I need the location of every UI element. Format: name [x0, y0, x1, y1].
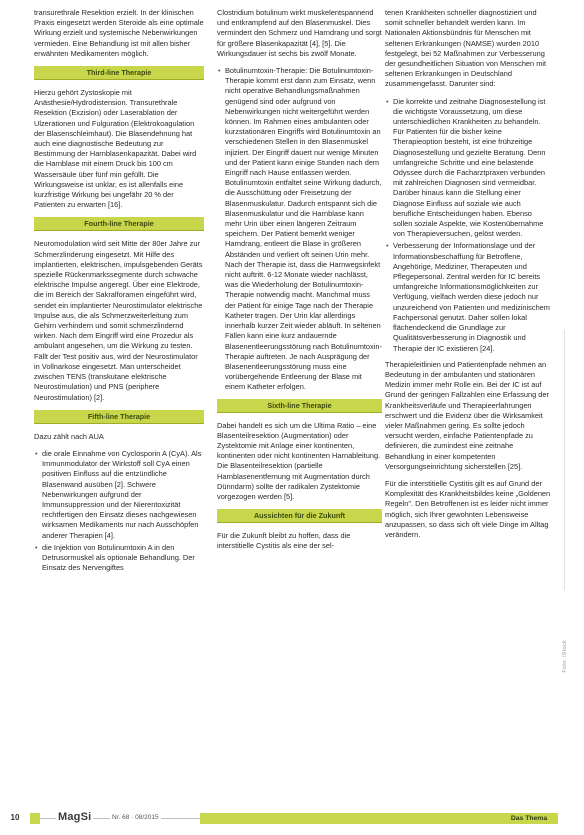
paragraph: Dabei handelt es sich um die Ultima Ratio – eine Blasenteilresektion (Augmentation) oder Zystektomie mit Anlage einer kontinenten, kontinenten oder nicht kontinenten Harnableitung. Die Blasenteilresektion (partielle Harnblasenentfernung mit Augmentation durch Dünndarm) sollte der radikalen Zystektomie vorgezogen werden [5].: [217, 420, 381, 501]
paragraph: Für die Zukunft bleibt zu hoffen, dass die interstitielle Cystitis als eine der sel-: [217, 531, 351, 551]
paragraph: tenen Krankheiten schneller diagnostiziert und somit schneller behandelt werden kann. Im Nationalen Aktionsbündnis für Menschen mit seltenen Erkrankungen (NAMSE) wurden 2010 festgelegt, bei 52 Maßnahmen zur Verbesserung der gesundheitlichen Situation von Menschen mit seltenen Erkrankungen in Deutschland zusammengefasst. Darunter sind:: [385, 8, 547, 89]
page-footer: [0, 812, 584, 826]
section-tag: Das Thema: [500, 813, 558, 824]
list-item: • Die korrekte und zeitnahe Diagnosestellung ist die wichtigste Voraussetzung, um diese unterschiedlichen Krankheiten zu behandeln. Für Patienten für die bisher keine Therapieoption besteht, ist eine frühzeitige Diagnosestellung und gezielte Beratung. Denn umfangreiche Schritte und eine belastende Odyssee durch die Facharztpraxen verbunden mit zahlreichen Diagnosen sind vermeidbar. Darüber hinaus kann die Stellung einer Diagnose Einfluss auf soziale wie auch berufliche Entscheidungen haben. Ebenso sollen soziale Aspekte, wie Kostenübernahme von Therapieversuchen, gelöst werden.: [393, 97, 553, 240]
list-item: • die Injektion von Botulinumtoxin A in den Detrusormuskel als optionale Behandlung. Der Einsatz des Nervengiftes: [42, 543, 204, 574]
paragraph: Therapieleitlinien und Patientenpfade nehmen an Bedeutung in der ambulanten und stationären Medizin immer mehr Rolle ein. Bei der IC ist auf Grund der geringen Fallzahlen eine Erfassung der Krankheitsverläufe und Therapieerfahrungen erschwert und die Evidenz über die Wirksamkeit vieler Maßnahmen gering. Es sollte jedoch versucht werden, einfache Patientenpfade zu definieren, die zumindest eine zeitnahe Behandlung in einer kompetenten Versorgungseinrichtung sicherstellen [25].: [385, 359, 549, 471]
paragraph: Dazu zählt nach AUA: [34, 431, 104, 441]
footer-accent-bar: [30, 813, 40, 824]
bullet-list: [385, 97, 553, 354]
paragraph: Hierzu gehört Zystoskopie mit Anästhesie/Hydrodistension. Transurethrale Resektion (Exzision) oder Laserablation der Ulzerationen und Fulguration (Elektrokoagulation der Blasenschleimhaut). Die Blasendehnung hat auch eine diagnostische Bedeutung zur Bestimmung der Harnblasenkapazität. Dabei wird die Harnblase mit einem Druck bis 100 cm Wassersäule über fünf min gefüllt. Die Wirkungsweise ist unklar, es ist allenfalls eine kurzfristige Wirkung bei ungefähr 20 % der Patienten zu erwarten [16].: [34, 88, 197, 210]
footer-accent-bar: [200, 813, 500, 824]
bullet-list: [34, 449, 204, 573]
margin-rule: [564, 330, 579, 590]
section-heading-fourth-line: Fourth-line Therapie: [34, 217, 204, 231]
paragraph: transurethrale Resektion erzielt. In der klinischen Praxis eingesetzt werden Steroide als eine optimale Wirkung erzielt und systemische Nebenwirkungen vermieden. Eine Behandlung ist mit allen bisher erwähnten Medikamenten möglich.: [34, 8, 204, 58]
section-heading-third-line: Third-line Therapie: [34, 66, 204, 80]
paragraph: Für die interstitielle Cystitis gilt es auf Grund der Komplexität des Krankheitsbildes keine „Goldenen Regeln". Den Betroffenen ist es leider nicht immer möglich, sich Ihrer gewohnten Lebensweise anzupassen, so dass sich oft viele Dinge im Alltag verändern.: [385, 478, 551, 539]
photo-credit: Foto: iStock: [562, 640, 568, 673]
text-column-2: [217, 8, 382, 559]
list-item: • Verbesserung der Informationslage und der Informationsbeschaffung für Betroffene, Angehörige, Mediziner, Therapeuten und Pflegepersonal. Zentral werden für IC bereits umfangreiche Informationsmöglichkeiten zur Verfügung, vielfach werden diese jedoch nur unzureichend von Patienten und medizinischem Fachpersonal genutzt. Daher sollen lokal flächendeckend die Grundlage zur Qualitätsverbesserung in Diagnostik und Therapie der IC existieren [24].: [393, 241, 553, 353]
text-column-3: [385, 8, 553, 547]
issue-info: Nr. 68 · 08/2015: [112, 814, 159, 821]
section-heading-sixth-line: Sixth-line Therapie: [217, 399, 382, 413]
section-heading-fifth-line: Fifth-line Therapie: [34, 410, 204, 424]
page-number: 10: [10, 813, 20, 822]
list-item: • Botulinumtoxin-Therapie: Die Botulinumtoxin-Therapie kommt erst dann zum Einsatz, wenn nicht operative Behandlungsmaßnahmen genügend sind oder aufgrund von Nebenwirkungen nicht weitergeführt werden können. Im Rahmen eines ambulanten oder kurzstationären Eingriffs wird Botulinumtoxin an verschiedenen Stellen in den Blasenmuskel injiziert. Der Eingriff dauert nur wenige Minuten und der Patient kann einige Stunden nach dem Eingriff nach Hause entlassen werden. Botulinumtoxin entfaltet seine Wirkung dadurch, die Ausschüttung oder Freisetzung der Blasenmuskulatur. Dadurch entspannt sich die Blasenmuskulatur und die Harnblase kann mehr Urin über einen längeren Zeitraum speichern. Der Patient bemerkt weniger Harndrang, entleert die Blase in größeren Abständen und verliert oft seinen Urin mehr. Nach der Therapie ist, dass die Harnwegsinfekt nicht auftritt. 6-12 Monate wieder nachlässt, was die Wiederholung der Botulinumtoxin-Therapie notwendig macht. Manchmal muss der Patient für einige Tage nach der Therapie Katheter tragen. Der Urin klar allerdings innerhalb kurzer Zeit wieder abläuft. In seltenen Fällen kann eine kurz andauernde Blasenentleerungsstörung nach Botulinumtoxin-Therapie auftreten. Je nach Ausprägung der Blasenentleerungsstörung muss eine vorübergehende Entleerung der Blase mit einem Katheter erfolgen.: [225, 66, 382, 393]
text-column-1: [34, 8, 204, 579]
list-item: • die orale Einnahme von Cyclosporin A (CyA). Als Immunmodulator der Wirkstoff soll CyA einen positiven Einfluss auf die entzündliche Blasenwand ausüben [2]. Schwere Nebenwirkungen aufgrund der Immunsuppression und der Nierentoxizität rechtfertigen den Einsatz dieses nachgewiesen wirksamen Medikaments nur nach Ausschöpfen anderer Therapien [4].: [42, 449, 204, 541]
bullet-list: [217, 66, 382, 393]
section-heading-outlook: Aussichten für die Zukunft: [217, 509, 382, 523]
paragraph: Neuromodulation wird seit Mitte der 80er Jahre zur Schmerzlinderung eingesetzt. Mit Hilfe des implantierten, elektrischen, impulsgebenden Geräts spezielle Rückenmarkssegmente durch schwache elektrische Impulse angeregt. Über eine Elektrode, die im Bereich der Sakralforamen eingeführt wird, sendet ein implantierter Neurostimulator elektrische Impulse aus, die als Schmerzweiterleitung zum Gehirn verhindern und somit schmerzlindernd wirken. Nach dem Eingriff wird eine Prozedur als ambulant angesehen, um die Wirkung zu testen. Fällt der Test positiv aus, wird der Neurostimulator in Vollnarkose eingesetzt. Man unterscheidet zwischen TENS (transkutane elektrische Neurostimulation) und PNS (periphere Neurostimulation) [2].: [34, 239, 203, 402]
paragraph: Clostridium botulinum wirkt muskelentspannend und entkrampfend auf den Blasenmuskel. Dies vermindert den Schmerz und Harndrang und sorgt für größere Blasenkapazität [4], [5]. Die Wirkungsdauer ist sechs bis zwölf Monate.: [217, 8, 382, 58]
magazine-logo: MagSi: [58, 811, 92, 823]
